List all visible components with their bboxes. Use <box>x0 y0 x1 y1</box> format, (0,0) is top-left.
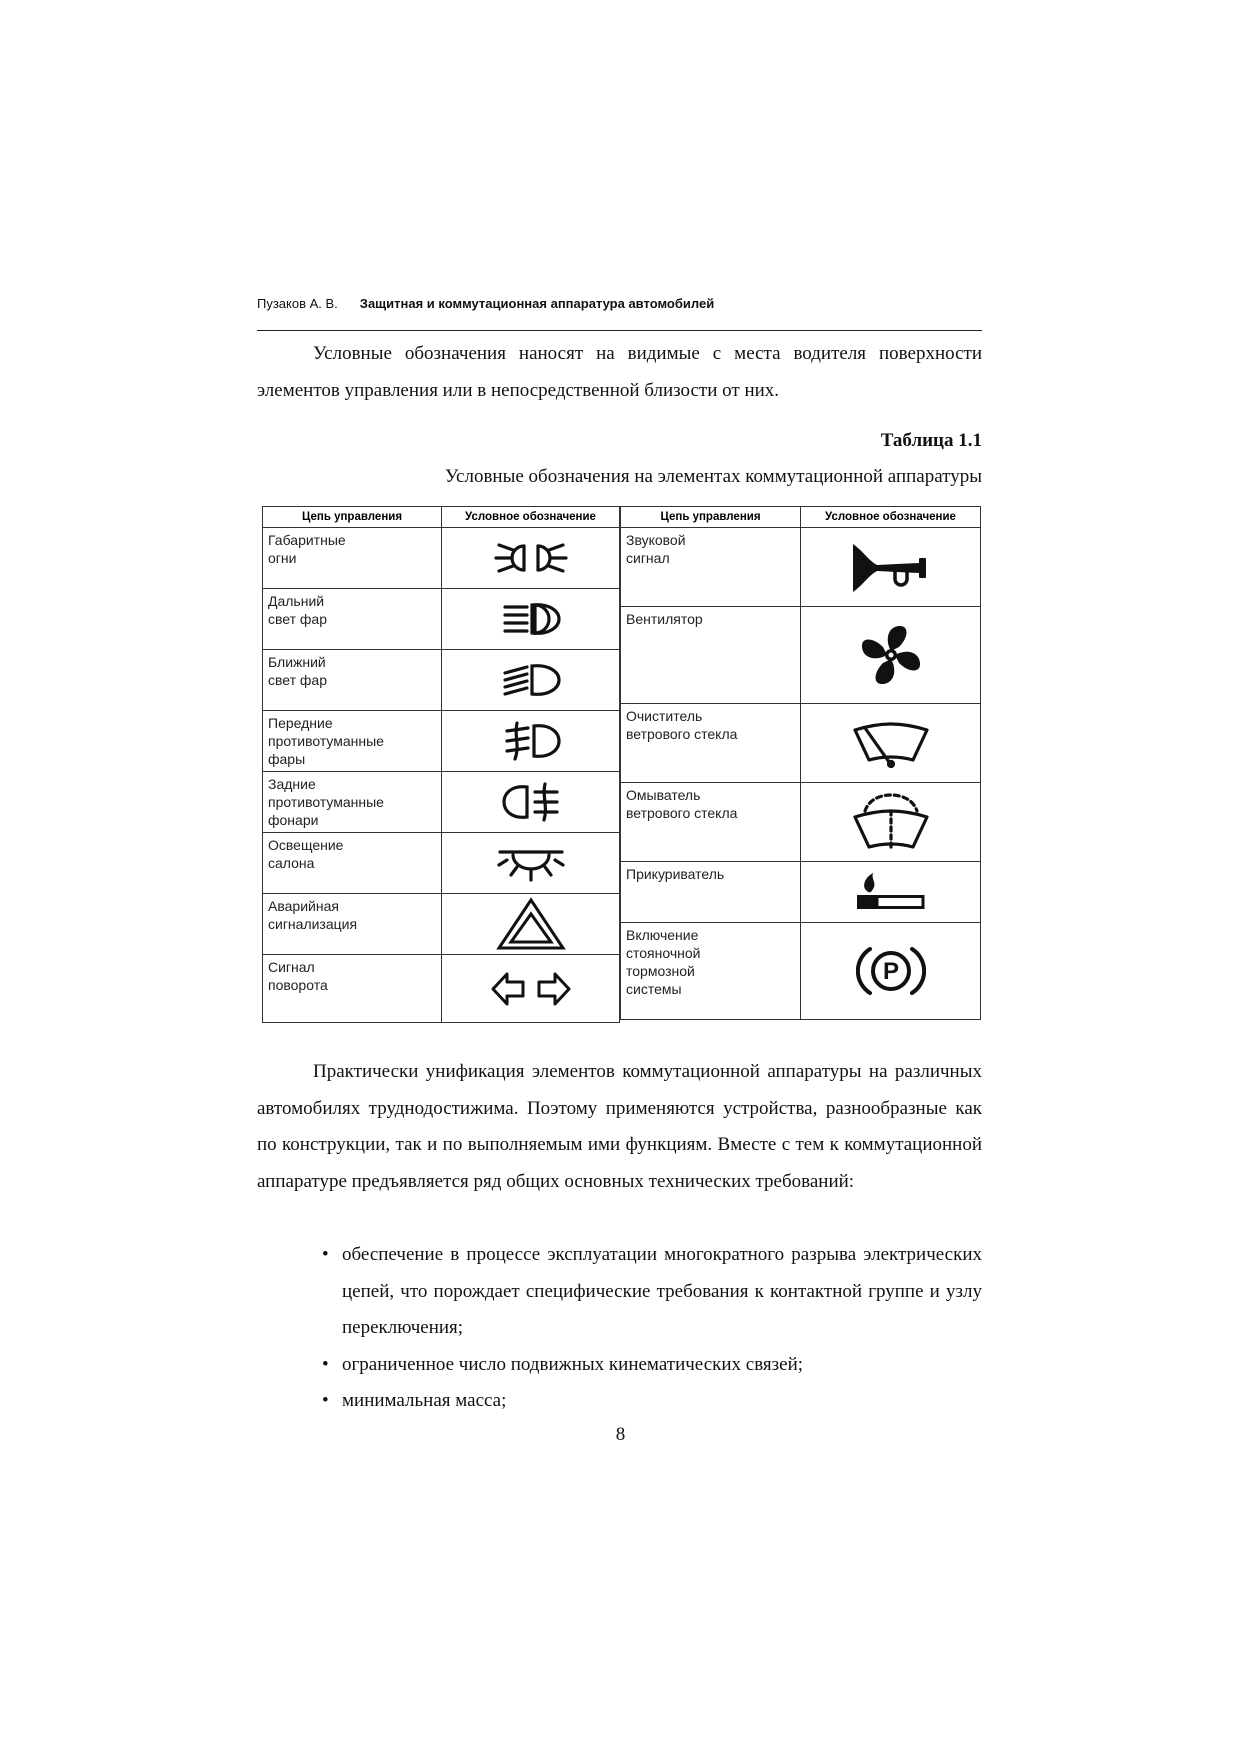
hazard-icon <box>496 897 566 951</box>
parking-lights-icon <box>491 536 571 580</box>
header-title: Защитная и коммутационная аппаратура автомобилей <box>359 296 715 311</box>
turn-signal-icon <box>489 969 573 1009</box>
main-paragraph-text: Практически унификация элементов коммутационной аппаратуры на различных автомобилях труднодостижима. Поэтому применяются устройства, разнообразные как по конструкции, так и по выполняемым ими функциям. Вместе с тем к коммутационной аппаратуре предъявляется ряд общих основных технических требований: <box>257 1061 982 1192</box>
table-row <box>263 528 620 589</box>
table-row <box>621 783 981 862</box>
cigarette-lighter-icon <box>853 869 929 915</box>
col-header-symbol: Условное обозначение <box>801 507 981 528</box>
table-row <box>621 704 981 783</box>
intro-paragraph <box>257 336 982 409</box>
list-item: • ограниченное число подвижных кинематических связей; <box>322 1347 982 1384</box>
requirements-list <box>322 1237 982 1420</box>
table-row <box>263 711 620 772</box>
col-header-symbol: Условное обозначение <box>442 507 620 528</box>
fan-icon <box>859 623 923 687</box>
low-beam-icon <box>499 659 563 701</box>
row-name: Очиститель ветрового стекла <box>621 704 801 783</box>
row-name: Омыватель ветрового стекла <box>621 783 801 862</box>
table-caption: Условные обозначения на элементах коммутационной аппаратуры <box>444 466 982 487</box>
list-item: • обеспечение в процессе эксплуатации многократного разрыва электрических цепей, что порождает специфические требования к контактной группе и узлу переключения; <box>322 1237 982 1347</box>
wiper-icon <box>851 718 931 768</box>
intro-paragraph-text: Условные обозначения наносят на видимые с места водителя поверхности элементов управления или в непосредственной близости от них. <box>257 343 982 401</box>
high-beam-icon <box>499 599 563 639</box>
row-name: Передние противотуманные фары <box>263 711 442 772</box>
symbols-table-right <box>620 506 981 1020</box>
table-row <box>621 528 981 607</box>
row-name: Вентилятор <box>621 607 801 704</box>
rear-fog-icon <box>501 780 561 824</box>
symbols-table-left <box>262 506 620 1023</box>
bullet-dot: • <box>322 1353 329 1375</box>
table-row <box>621 862 981 923</box>
row-name: Ближний свет фар <box>263 650 442 711</box>
running-head <box>257 296 982 311</box>
col-header-circuit: Цепь управления <box>621 507 801 528</box>
row-name: Сигнал поворота <box>263 955 442 1023</box>
table-row <box>263 650 620 711</box>
table-row <box>263 772 620 833</box>
list-item: • минимальная масса; <box>322 1383 982 1420</box>
row-name: Прикуриватель <box>621 862 801 923</box>
row-name: Звуковой сигнал <box>621 528 801 607</box>
row-name: Габаритные огни <box>263 528 442 589</box>
table-label: Таблица 1.1 <box>880 430 982 451</box>
row-name: Задние противотуманные фонари <box>263 772 442 833</box>
table-row <box>263 894 620 955</box>
row-name: Аварийная сигнализация <box>263 894 442 955</box>
bullet-dot: • <box>322 1390 329 1411</box>
row-name: Включение стояночной тормозной системы <box>621 923 801 1020</box>
row-name: Освещение салона <box>263 833 442 894</box>
parking-brake-icon <box>856 943 926 999</box>
row-name: Дальний свет фар <box>263 589 442 650</box>
col-header-circuit: Цепь управления <box>263 507 442 528</box>
header-author: Пузаков А. В. <box>257 296 338 311</box>
bullet-dot: • <box>322 1244 329 1265</box>
table-row <box>621 607 981 704</box>
parking-brake-letter: P <box>882 958 899 985</box>
front-fog-icon <box>501 718 561 764</box>
table-row <box>263 955 620 1023</box>
table-row <box>621 923 981 1020</box>
table-row <box>263 589 620 650</box>
table-row <box>263 833 620 894</box>
page-number: 8 <box>615 1424 626 1445</box>
interior-light-icon <box>495 843 567 883</box>
main-paragraph <box>257 1054 982 1200</box>
washer-icon <box>851 791 931 853</box>
horn-icon <box>849 541 933 593</box>
header-rule <box>257 330 982 331</box>
